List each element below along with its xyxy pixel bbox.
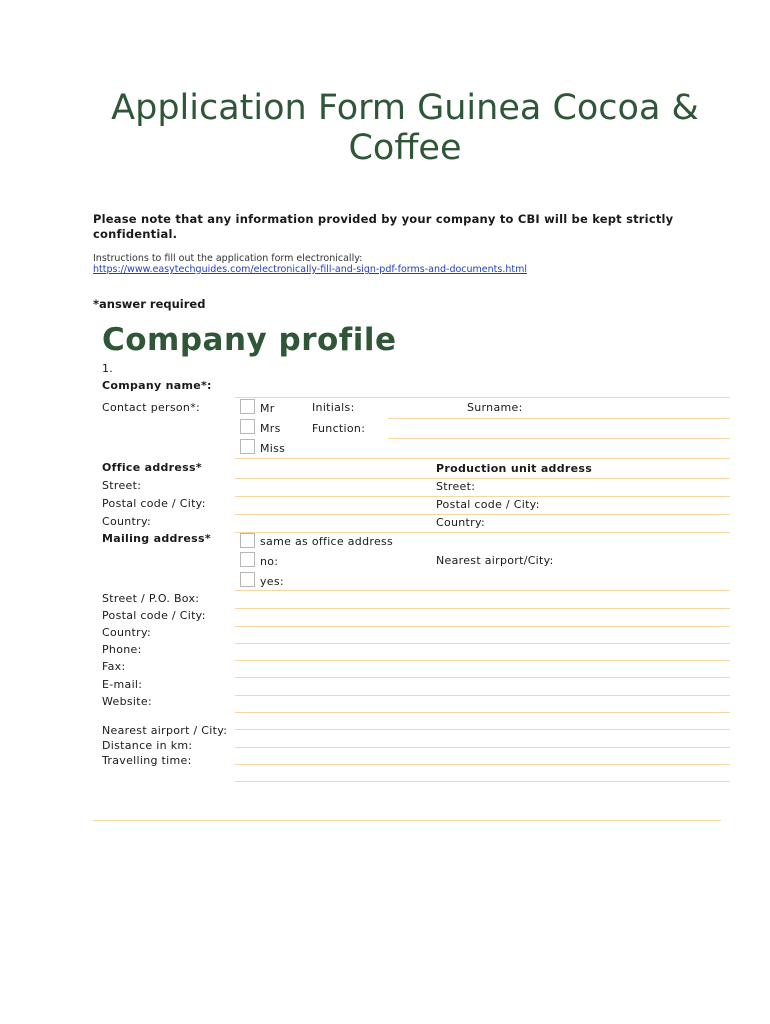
field-underline bbox=[235, 496, 730, 497]
mailing-no-checkbox[interactable] bbox=[240, 552, 255, 567]
surname-field[interactable] bbox=[530, 400, 730, 416]
field-underline bbox=[235, 590, 730, 591]
office-street-label: Street: bbox=[102, 479, 142, 492]
mailing-postal-code-city-label: Postal code / City: bbox=[102, 609, 206, 622]
mailing-country-label: Country: bbox=[102, 626, 152, 639]
initials-label: Initials: bbox=[312, 401, 355, 414]
production-unit-address-label: Production unit address bbox=[436, 462, 593, 475]
nearest-airport-city-2-field[interactable] bbox=[235, 713, 730, 729]
production-street-label: Street: bbox=[436, 480, 476, 493]
field-underline bbox=[235, 514, 730, 515]
function-field[interactable] bbox=[388, 421, 730, 437]
mrs-label: Mrs bbox=[260, 422, 281, 435]
website-field[interactable] bbox=[235, 696, 730, 712]
street-po-box-field[interactable] bbox=[235, 592, 730, 608]
function-label: Function: bbox=[312, 422, 366, 435]
field-underline bbox=[235, 608, 730, 609]
distance-km-label: Distance in km: bbox=[102, 739, 193, 752]
field-underline bbox=[388, 418, 730, 419]
website-label: Website: bbox=[102, 695, 152, 708]
section-divider bbox=[93, 820, 721, 821]
same-as-office-label: same as office address bbox=[260, 535, 394, 548]
production-postal-code-city-label: Postal code / City: bbox=[436, 498, 540, 511]
nearest-airport-city-2-label: Nearest airport / City: bbox=[102, 724, 228, 737]
miss-label: Miss bbox=[260, 442, 286, 455]
instructions-link[interactable]: https://www.easytechguides.com/electronically-fill-and-sign-pdf-forms-and-documents.html bbox=[93, 264, 527, 275]
item-number: 1. bbox=[102, 362, 114, 375]
field-underline bbox=[235, 458, 730, 459]
fax-field[interactable] bbox=[235, 661, 730, 677]
miss-checkbox[interactable] bbox=[240, 439, 255, 454]
mailing-country-field[interactable] bbox=[235, 627, 730, 643]
travelling-time-field[interactable] bbox=[235, 748, 730, 764]
page-title: Application Form Guinea Cocoa & Coffee bbox=[111, 88, 699, 168]
production-street-field[interactable] bbox=[500, 480, 730, 496]
mrs-checkbox[interactable] bbox=[240, 419, 255, 434]
mailing-address-label: Mailing address* bbox=[102, 532, 211, 545]
field-underline bbox=[235, 729, 730, 730]
mailing-postal-code-city-field[interactable] bbox=[235, 610, 730, 626]
mr-label: Mr bbox=[260, 402, 275, 415]
email-label: E-mail: bbox=[102, 678, 143, 691]
mr-checkbox[interactable] bbox=[240, 399, 255, 414]
contact-person-label: Contact person*: bbox=[102, 401, 201, 414]
mailing-yes-checkbox[interactable] bbox=[240, 572, 255, 587]
office-country-field[interactable] bbox=[235, 516, 430, 532]
street-po-box-label: Street / P.O. Box: bbox=[102, 592, 200, 605]
nearest-airport-city-field[interactable] bbox=[560, 553, 730, 569]
phone-label: Phone: bbox=[102, 643, 142, 656]
mailing-no-label: no: bbox=[260, 555, 279, 568]
field-underline bbox=[235, 532, 730, 533]
field-underline bbox=[235, 397, 730, 398]
initials-field[interactable] bbox=[388, 400, 458, 416]
same-as-office-checkbox[interactable] bbox=[240, 533, 255, 548]
section-title: Company profile bbox=[102, 322, 397, 358]
field-underline bbox=[235, 478, 730, 479]
production-postal-code-city-field[interactable] bbox=[545, 498, 730, 514]
office-country-label: Country: bbox=[102, 515, 152, 528]
production-country-label: Country: bbox=[436, 516, 486, 529]
field-underline bbox=[388, 438, 730, 439]
nearest-airport-city-label: Nearest airport/City: bbox=[436, 554, 554, 567]
phone-field[interactable] bbox=[235, 644, 730, 660]
field-underline bbox=[235, 764, 730, 765]
travelling-time-label: Travelling time: bbox=[102, 754, 192, 767]
field-underline bbox=[235, 781, 730, 782]
office-postal-code-city-field[interactable] bbox=[235, 498, 430, 514]
instructions-text: Instructions to fill out the application form electronically: bbox=[93, 253, 363, 264]
email-field[interactable] bbox=[235, 679, 730, 695]
field-underline bbox=[235, 677, 730, 678]
required-note: *answer required bbox=[93, 297, 206, 311]
company-name-label: Company name*: bbox=[102, 379, 212, 392]
office-address-label: Office address* bbox=[102, 461, 202, 474]
office-street-field[interactable] bbox=[235, 480, 430, 496]
mailing-yes-label: yes: bbox=[260, 575, 284, 588]
distance-km-field[interactable] bbox=[235, 731, 730, 747]
confidentiality-notice: Please note that any information provided by your company to CBI will be kept strictly confidential. bbox=[93, 212, 674, 241]
production-country-field[interactable] bbox=[500, 516, 730, 532]
office-postal-code-city-label: Postal code / City: bbox=[102, 497, 206, 510]
surname-label: Surname: bbox=[467, 401, 523, 414]
company-name-field[interactable] bbox=[235, 380, 730, 396]
fax-label: Fax: bbox=[102, 660, 126, 673]
